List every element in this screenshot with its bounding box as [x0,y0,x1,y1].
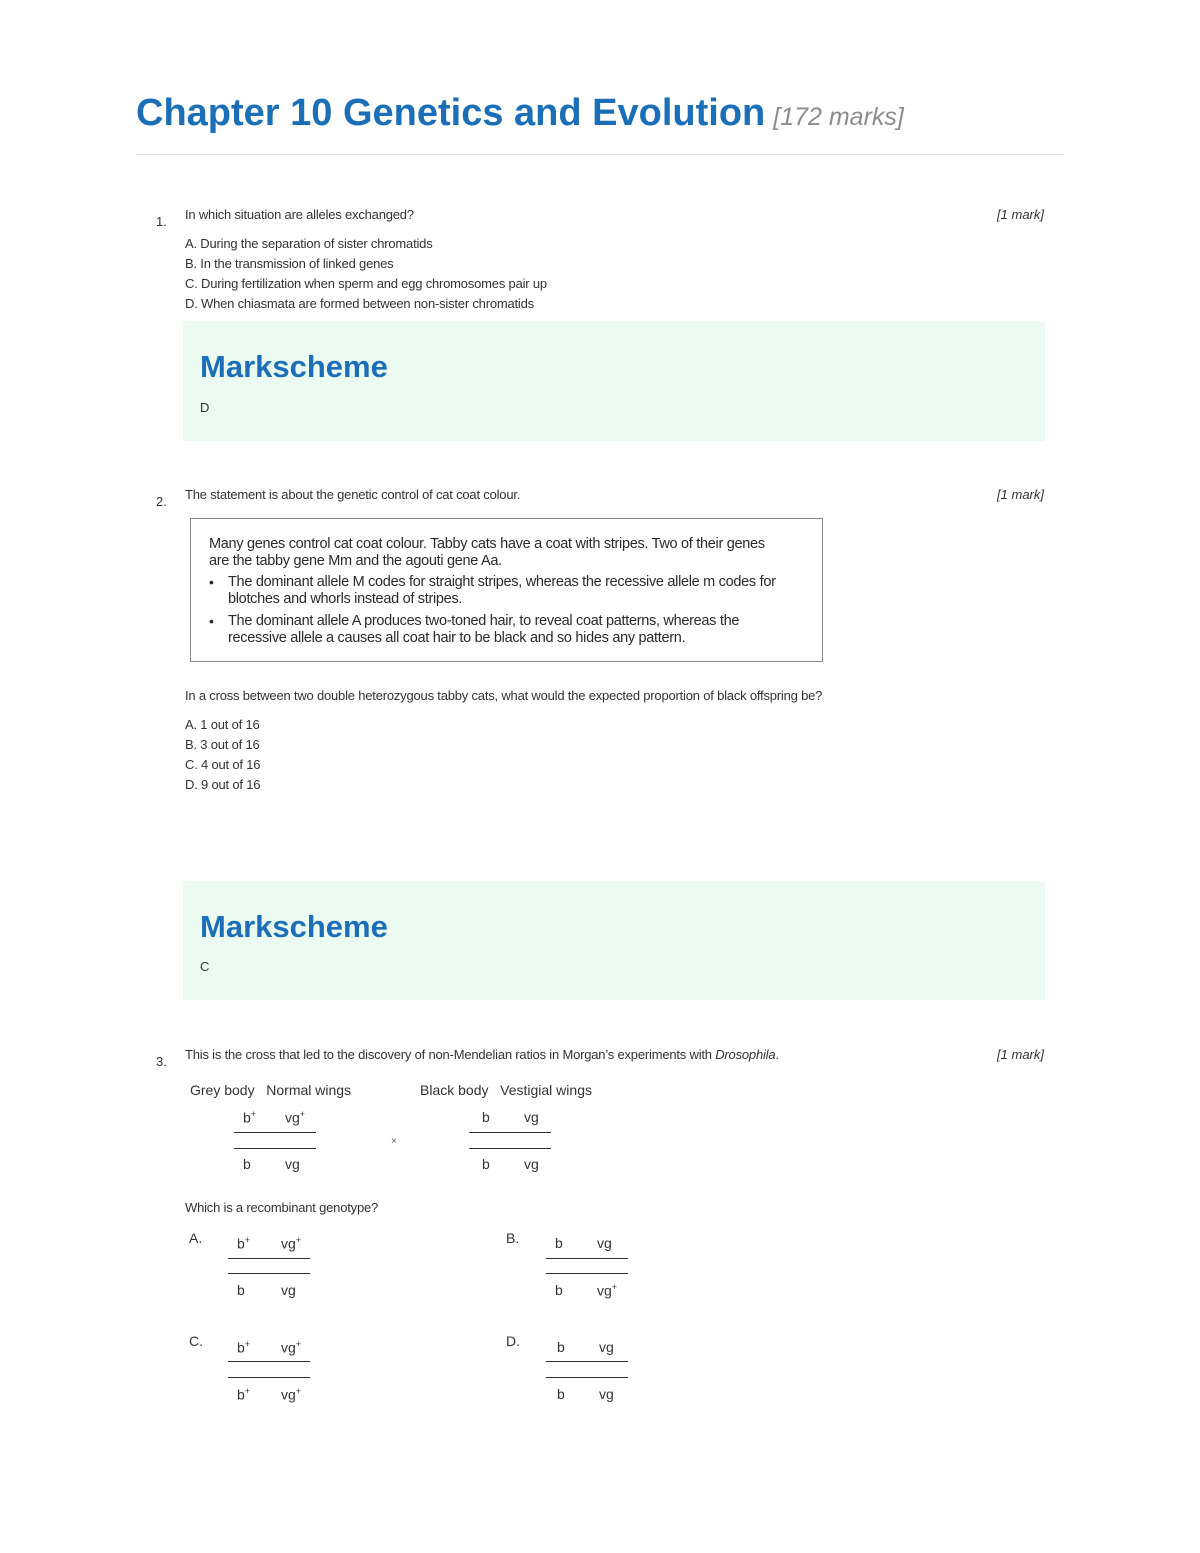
parent-2-bottom-vg: vg [524,1156,539,1172]
question-1-option-c: C. During fertilization when sperm and egg chromosomes pair up [185,276,547,291]
parent-2-line-bottom [469,1148,551,1149]
question-3-text-species: Drosophila [715,1047,776,1062]
option-a-bottom-b: b [237,1282,245,1298]
question-3-marks: [1 mark] [997,1047,1044,1062]
option-b-top-b: b [555,1235,563,1251]
question-3-text-main: This is the cross that led to the discovery of non-Mendelian ratios in Morgan’s experiments with [185,1047,716,1062]
option-d-letter: D. [506,1333,520,1349]
question-1-option-a: A. During the separation of sister chromatids [185,236,433,251]
option-b-line-top [546,1258,628,1259]
question-2-prompt: In a cross between two double heterozygous tabby cats, what would the expected proportion of black offspring be? [185,688,823,703]
parent-2-line-top [469,1132,551,1133]
statement-bullet-1-line-1: The dominant allele M codes for straight stripes, whereas the recessive allele m codes for [228,574,776,590]
option-a-letter: A. [189,1230,203,1246]
option-b-top-vg: vg [597,1235,612,1251]
markscheme-2-answer: C [200,959,210,974]
markscheme-1-answer: D [200,400,210,415]
markscheme-1-box [183,321,1045,441]
option-c-bottom-b: b+ [237,1386,251,1403]
option-b-bottom-vg: vg+ [597,1282,618,1299]
option-c-top-vg: vg+ [281,1339,302,1356]
option-d-line-top [546,1361,628,1362]
markscheme-1-title: Markscheme [200,349,388,384]
option-b-line-bottom [546,1273,628,1274]
parent-2-top-vg: vg [524,1109,539,1125]
option-b-bottom-b: b [555,1282,563,1298]
option-a-top-b: b+ [237,1235,251,1252]
total-marks: [172 marks] [773,103,904,131]
question-1-number: 1. [156,214,167,229]
option-c-letter: C. [189,1333,203,1349]
parent-1-label: Grey body Normal wings [190,1082,352,1098]
question-2-option-b: B. 3 out of 16 [185,737,260,752]
bullet-1: • [209,574,214,590]
question-2-marks: [1 mark] [997,487,1044,502]
question-2-number: 2. [156,494,167,509]
option-a-bottom-vg: vg [281,1282,296,1298]
option-d-top-b: b [557,1339,565,1355]
statement-bullet-2-line-2: recessive allele a causes all coat hair to be black and so hides any pattern. [228,630,686,646]
question-1-text: In which situation are alleles exchanged? [185,207,414,222]
option-a-line-bottom [228,1273,310,1274]
markscheme-2-box [183,881,1045,1000]
parent-1-top-b: b+ [243,1109,257,1126]
chapter-title: Chapter 10 Genetics and Evolution [136,92,766,134]
parent-2-top-b: b [482,1109,490,1125]
option-a-line-top [228,1258,310,1259]
statement-box [190,518,823,662]
parent-1-top-vg: vg+ [285,1109,306,1126]
parent-1-line-bottom [234,1148,316,1149]
bullet-2: • [209,613,214,629]
question-2-text: The statement is about the genetic control of cat coat colour. [185,487,521,502]
option-c-top-b: b+ [237,1339,251,1356]
title-divider [136,154,1064,155]
option-c-bottom-vg: vg+ [281,1386,302,1403]
question-3-text-end: . [775,1047,779,1062]
question-3-number: 3. [156,1054,167,1069]
question-3-text [185,1047,779,1062]
parent-1-bottom-b: b [243,1156,251,1172]
parent-2-label: Black body Vestigial wings [420,1082,592,1098]
option-b-letter: B. [506,1230,520,1246]
question-1-option-d: D. When chiasmata are formed between non-sister chromatids [185,296,534,311]
option-d-bottom-vg: vg [599,1386,614,1402]
cross-symbol: × [391,1136,397,1147]
option-a-top-vg: vg+ [281,1235,302,1252]
question-1-marks: [1 mark] [997,207,1044,222]
page-title [136,92,904,135]
markscheme-2-title: Markscheme [200,909,388,944]
question-2-option-a: A. 1 out of 16 [185,717,260,732]
option-c-line-bottom [228,1377,310,1378]
question-2-option-c: C. 4 out of 16 [185,757,261,772]
question-3-prompt: Which is a recombinant genotype? [185,1200,379,1215]
statement-bullet-2-line-1: The dominant allele A produces two-toned hair, to reveal coat patterns, whereas the [228,613,740,629]
statement-line-1: Many genes control cat coat colour. Tabby cats have a coat with stripes. Two of their genes [209,536,765,552]
parent-1-bottom-vg: vg [285,1156,300,1172]
option-d-bottom-b: b [557,1386,565,1402]
option-d-top-vg: vg [599,1339,614,1355]
option-c-line-top [228,1361,310,1362]
parent-1-line-top [234,1132,316,1133]
statement-bullet-1-line-2: blotches and whorls instead of stripes. [228,591,463,607]
question-2-option-d: D. 9 out of 16 [185,777,261,792]
parent-2-bottom-b: b [482,1156,490,1172]
question-1-option-b: B. In the transmission of linked genes [185,256,394,271]
statement-line-2: are the tabby gene Mm and the agouti gene Aa. [209,553,502,569]
option-d-line-bottom [546,1377,628,1378]
